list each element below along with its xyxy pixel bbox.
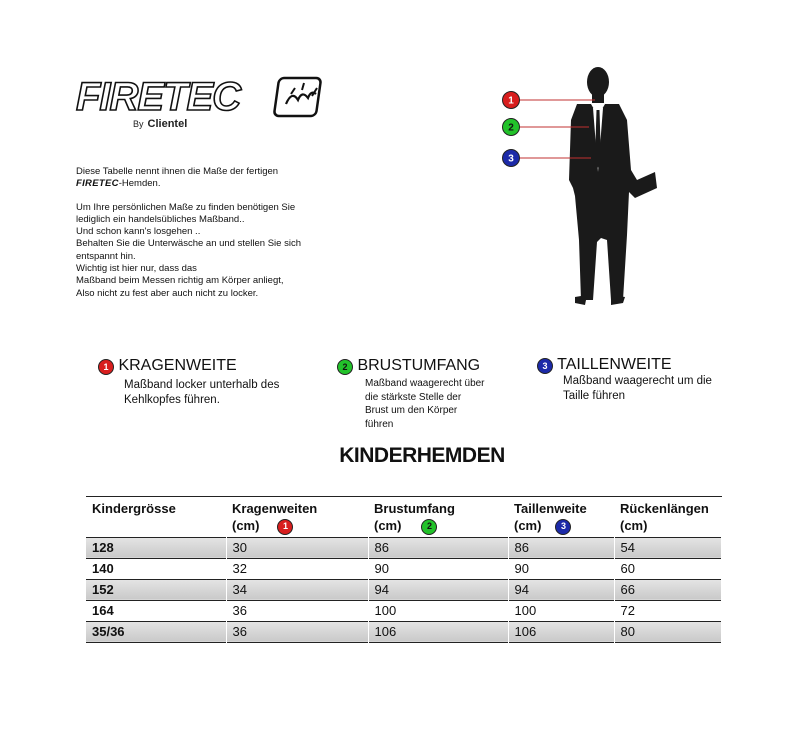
- cell-brustumfang: 90: [368, 558, 508, 579]
- cell-kragenweite: 30: [226, 537, 368, 558]
- badge-2: 2: [337, 359, 353, 375]
- cell-kragenweite: 32: [226, 558, 368, 579]
- badge-3: 3: [537, 358, 553, 374]
- table-row: [86, 600, 722, 621]
- header-label: Rückenlängen: [620, 501, 709, 516]
- header-label: Kragenweiten: [232, 501, 318, 516]
- suited-man-silhouette: [569, 67, 657, 305]
- header-label: Brustumfang: [374, 501, 455, 516]
- col-header-kragenweiten: [226, 497, 368, 538]
- cell-size: 152: [86, 579, 226, 600]
- cell-rueckenlaenge: 80: [614, 621, 722, 642]
- cell-taillenweite: 94: [508, 579, 614, 600]
- section-title: KINDERHEMDEN: [339, 444, 505, 467]
- marker-2-label: 2: [508, 122, 514, 134]
- col-header-rueckenlaengen: [614, 497, 722, 538]
- table-row: [86, 621, 722, 642]
- col-header-size: [86, 497, 226, 538]
- cell-rueckenlaenge: 66: [614, 579, 722, 600]
- cell-taillenweite: 90: [508, 558, 614, 579]
- cell-rueckenlaenge: 60: [614, 558, 722, 579]
- logo-emblem-icon: [274, 78, 321, 116]
- guide-title: TAILLENWEITE: [557, 356, 672, 373]
- logo-byline: [133, 118, 187, 130]
- header-label: Kindergrösse: [92, 501, 176, 516]
- intro-para-line: Behalten Sie die Unterwäsche an und stellen Sie sich: [76, 238, 301, 250]
- marker-1-label: 1: [508, 95, 514, 107]
- guide-desc-line: Maßband locker unterhalb des: [124, 379, 280, 391]
- col-header-taillenweite: [508, 497, 614, 538]
- guide-kragenweite: [98, 357, 328, 408]
- logo-by: By: [133, 119, 144, 129]
- cell-brustumfang: 100: [368, 600, 508, 621]
- cell-kragenweite: 36: [226, 600, 368, 621]
- guide-brustumfang: [337, 357, 517, 431]
- measurement-figure: [495, 60, 665, 310]
- cell-kragenweite: 36: [226, 621, 368, 642]
- guide-desc-line: Taille führen: [563, 390, 626, 402]
- cell-rueckenlaenge: 72: [614, 600, 722, 621]
- marker-2-badge: [503, 119, 520, 136]
- guide-title: KRAGENWEITE: [118, 357, 237, 374]
- guide-head: [337, 357, 517, 375]
- cell-taillenweite: 86: [508, 537, 614, 558]
- cell-rueckenlaenge: 54: [614, 537, 722, 558]
- guide-description: [124, 378, 328, 408]
- intro-line-2-rest: -Hemden.: [118, 178, 161, 190]
- col-header-brustumfang: [368, 497, 508, 538]
- intro-para-line: Also nicht zu fest aber auch nicht zu locker.: [76, 287, 259, 299]
- intro-para-line: Wichtig ist hier nur, dass das: [76, 263, 197, 275]
- table-row: [86, 537, 722, 558]
- header-unit: (cm): [514, 518, 542, 533]
- guide-desc-line: Kehlkopfes führen.: [124, 394, 220, 406]
- table-header-row: [86, 497, 722, 538]
- guide-description: [365, 377, 517, 431]
- intro-line-1: Diese Tabelle nennt ihnen die Maße der fertigen: [76, 166, 279, 177]
- badge-1: 1: [277, 519, 293, 535]
- size-table: [86, 496, 722, 643]
- intro-para-line: Und schon kann's losgehen ..: [76, 226, 201, 238]
- cell-kragenweite: 34: [226, 579, 368, 600]
- cell-taillenweite: 100: [508, 600, 614, 621]
- cell-brustumfang: 86: [368, 537, 508, 558]
- header-unit: (cm): [232, 518, 260, 533]
- guide-description: [563, 374, 757, 404]
- marker-1-badge: [503, 92, 520, 109]
- cell-brustumfang: 106: [368, 621, 508, 642]
- badge-3: 3: [555, 519, 571, 535]
- guide-desc-line: Maßband waagerecht um die: [563, 375, 712, 387]
- intro-para-line: Maßband beim Messen richtig am Körper anliegt,: [76, 275, 284, 287]
- guide-desc-line: führen: [365, 418, 394, 430]
- table-row: [86, 558, 722, 579]
- guide-head: [537, 356, 757, 374]
- header-unit: (cm): [620, 518, 648, 533]
- logo-wordmark: FIRETEC: [76, 75, 241, 119]
- intro-para-line: Um Ihre persönlichen Maße zu finden benötigen Sie: [76, 201, 296, 213]
- intro-para-line: lediglich ein handelsübliches Maßband..: [76, 213, 245, 225]
- intro-line-2: [76, 178, 366, 190]
- guide-desc-line: Maßband waagerecht über: [365, 378, 485, 389]
- intro-brand: FIRETEC: [76, 178, 119, 190]
- guide-desc-line: Brust um den Körper: [365, 405, 458, 416]
- table-row: [86, 579, 722, 600]
- firetec-logo: [74, 72, 326, 122]
- cell-taillenweite: 106: [508, 621, 614, 642]
- cell-size: 128: [86, 537, 226, 558]
- guide-desc-line: die stärkste Stelle der: [365, 391, 462, 403]
- cell-size: 164: [86, 600, 226, 621]
- marker-3-badge: [503, 150, 520, 167]
- cell-size: 35/36: [86, 621, 226, 642]
- header-unit: (cm): [374, 518, 402, 533]
- cell-brustumfang: 94: [368, 579, 508, 600]
- guide-taillenweite: [537, 356, 757, 404]
- header-label: Taillenweite: [514, 501, 587, 516]
- guide-head: [98, 357, 328, 375]
- cell-size: 140: [86, 558, 226, 579]
- guide-title: BRUSTUMFANG: [357, 357, 481, 374]
- badge-2: 2: [421, 519, 437, 535]
- badge-1: 1: [98, 359, 114, 375]
- intro-para-line: entspannt hin.: [76, 250, 136, 262]
- logo-company: Clientel: [147, 118, 188, 130]
- intro-text: [76, 166, 366, 300]
- marker-3-label: 3: [508, 153, 514, 165]
